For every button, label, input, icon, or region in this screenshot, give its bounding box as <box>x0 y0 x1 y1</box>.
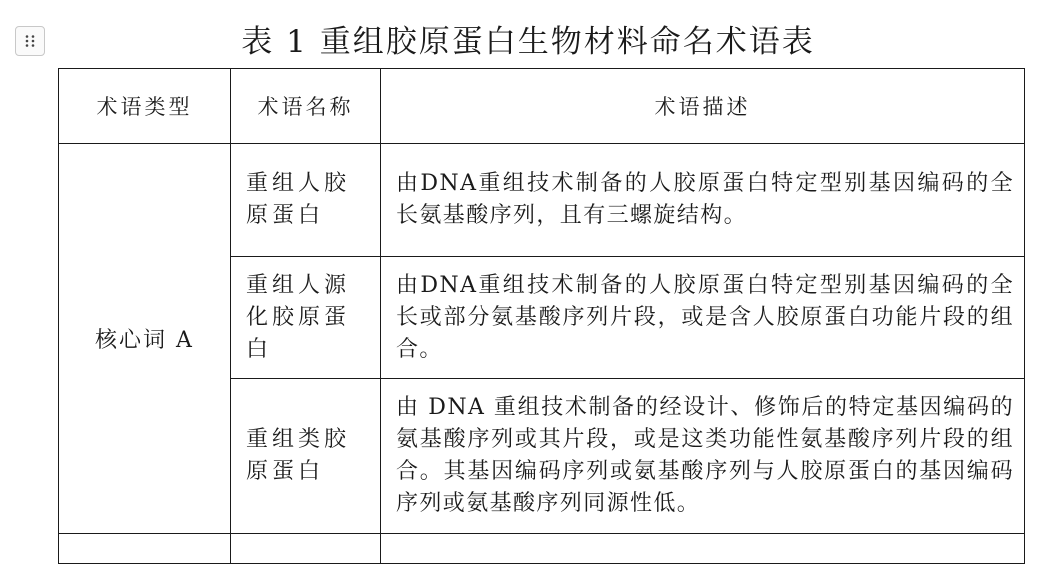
terminology-table <box>58 68 1025 564</box>
term-name-cell: 重组类胶原蛋白 <box>231 379 381 534</box>
term-description-cell: 由DNA重组技术制备的人胶原蛋白特定型别基因编码的全长氨基酸序列，且有三螺旋结构。 <box>381 144 1025 257</box>
table-row-partial <box>59 534 1025 564</box>
empty-cell <box>59 534 231 564</box>
empty-cell <box>231 534 381 564</box>
table-row <box>59 144 1025 257</box>
header-term-name: 术语名称 <box>231 69 381 144</box>
term-description-cell: 由 DNA 重组技术制备的经设计、修饰后的特定基因编码的氨基酸序列或其片段，或是这类功能性氨基酸序列片段的组合。其基因编码序列或氨基酸序列与人胶原蛋白的基因编码序列或氨基酸序列同源性低。 <box>381 379 1025 534</box>
table-title: 表 1 重组胶原蛋白生物材料命名术语表 <box>241 24 815 60</box>
term-name-cell: 重组人胶原蛋白 <box>231 144 381 257</box>
term-description-cell: 由DNA重组技术制备的人胶原蛋白特定型别基因编码的全长或部分氨基酸序列片段，或是含人胶原蛋白功能片段的组合。 <box>381 257 1025 379</box>
header-term-description: 术语描述 <box>381 69 1025 144</box>
empty-cell <box>381 534 1025 564</box>
term-type-cell: 核心词 A <box>59 144 231 534</box>
table-header-row <box>59 69 1025 144</box>
header-term-type: 术语类型 <box>59 69 231 144</box>
term-name-cell: 重组人源化胶原蛋白 <box>231 257 381 379</box>
